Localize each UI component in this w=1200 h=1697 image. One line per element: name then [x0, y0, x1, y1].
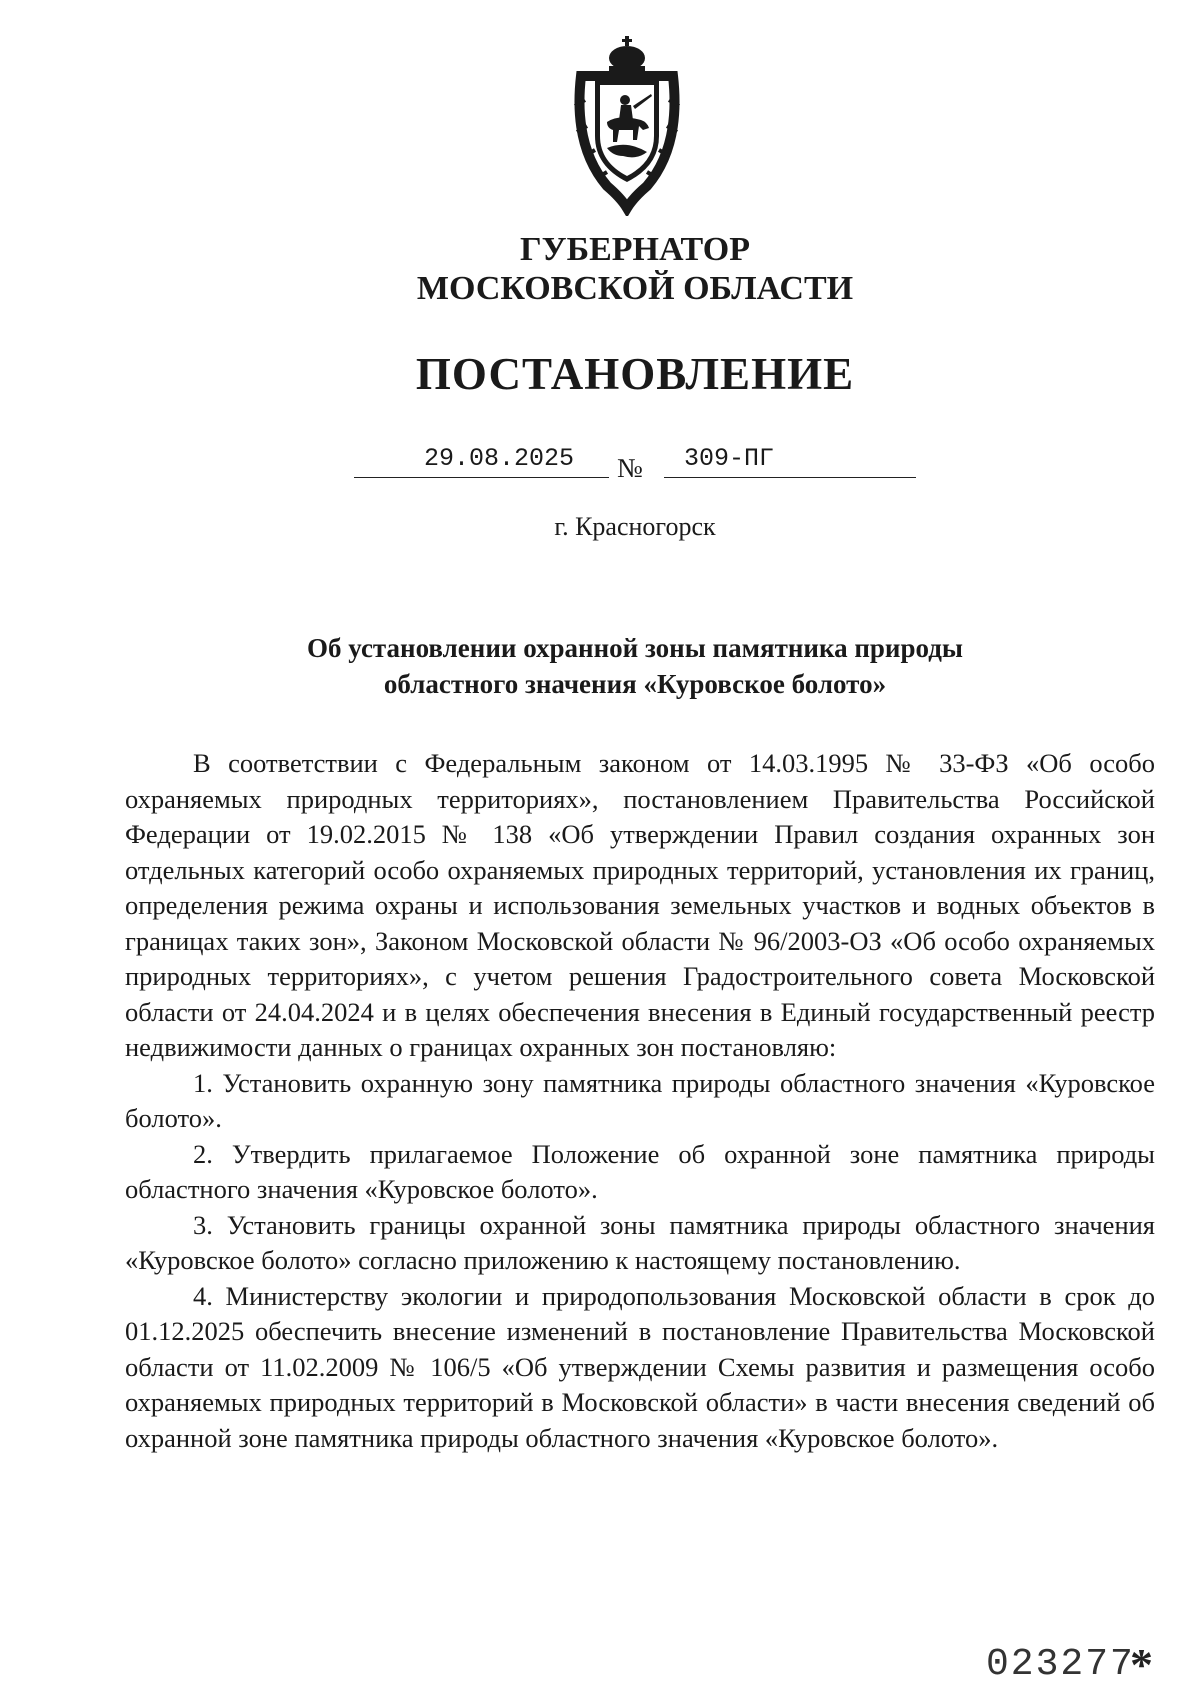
authority-title [0, 230, 1200, 308]
item-2-paragraph: 2. Утвердить прилагаемое Положение об охранной зоне памятника природы областного значения «Куровское болото». [125, 1138, 1155, 1204]
subject-line-2: областного значения «Куровское болото» [383, 669, 887, 699]
document-subject [0, 630, 1200, 702]
item-1-paragraph: 1. Установить охранную зону памятника природы областного значения «Куровское болото». [125, 1067, 1155, 1133]
number-underline [664, 477, 916, 478]
document-body [125, 746, 1155, 1456]
item-3-paragraph: 3. Установить границы охранной зоны памятника природы областного значения «Куровское болото» согласно приложению к настоящему постановлению. [125, 1209, 1155, 1275]
authority-line-2: МОСКОВСКОЙ ОБЛАСТИ [416, 270, 854, 307]
authority-line-1: ГУБЕРНАТОР [520, 231, 750, 268]
coat-of-arms-icon [567, 36, 703, 216]
document-type: ПОСТАНОВЛЕНИЕ [415, 349, 855, 399]
item-4-paragraph: 4. Министерству экологии и природопользования Московской области в срок до 01.12.2025 обеспечить внесение изменений в постановление Правительства Московской области от 11.02.2009 № 106/5 «Об утверждении Схемы развития и размещения особо охраняемых природных территорий в Московской области» в части внесения сведений об охранной зоне памятника природы областного значения «Куровское болото». [125, 1280, 1155, 1453]
number-sign: № [617, 453, 643, 483]
date-number-row [0, 440, 1200, 490]
subject-line-1: Об установлении охранной зоны памятника природы [307, 633, 963, 663]
document-date: 29.08.2025 [424, 444, 575, 473]
city: г. Красногорск [554, 512, 716, 541]
serial-number: 023277 [986, 1643, 1135, 1686]
document-number: 309-ПГ [684, 444, 775, 473]
preamble-paragraph: В соответствии с Федеральным законом от 14.03.1995 № 33-ФЗ «Об особо охраняемых природных территориях», постановлением Правительства Российской Федерации от 19.02.2015 № 138 «Об утверждении Правил создания охранных зон отдельных категорий особо охраняемых природных территорий, установления их границ, определения режима охраны и использования земельных участков и водных объектов в границах таких зон», Законом Московской области № 96/2003-ОЗ «Об особо охраняемых природных территориях», с учетом решения Градостроительного совета Московской области от 24.04.2024 и в целях обеспечения внесения в Единый государственный реестр недвижимости данных о границах охранных зон постановляю: [125, 748, 1155, 1062]
date-underline [354, 477, 609, 478]
asterisk-mark: * [1130, 1639, 1153, 1690]
